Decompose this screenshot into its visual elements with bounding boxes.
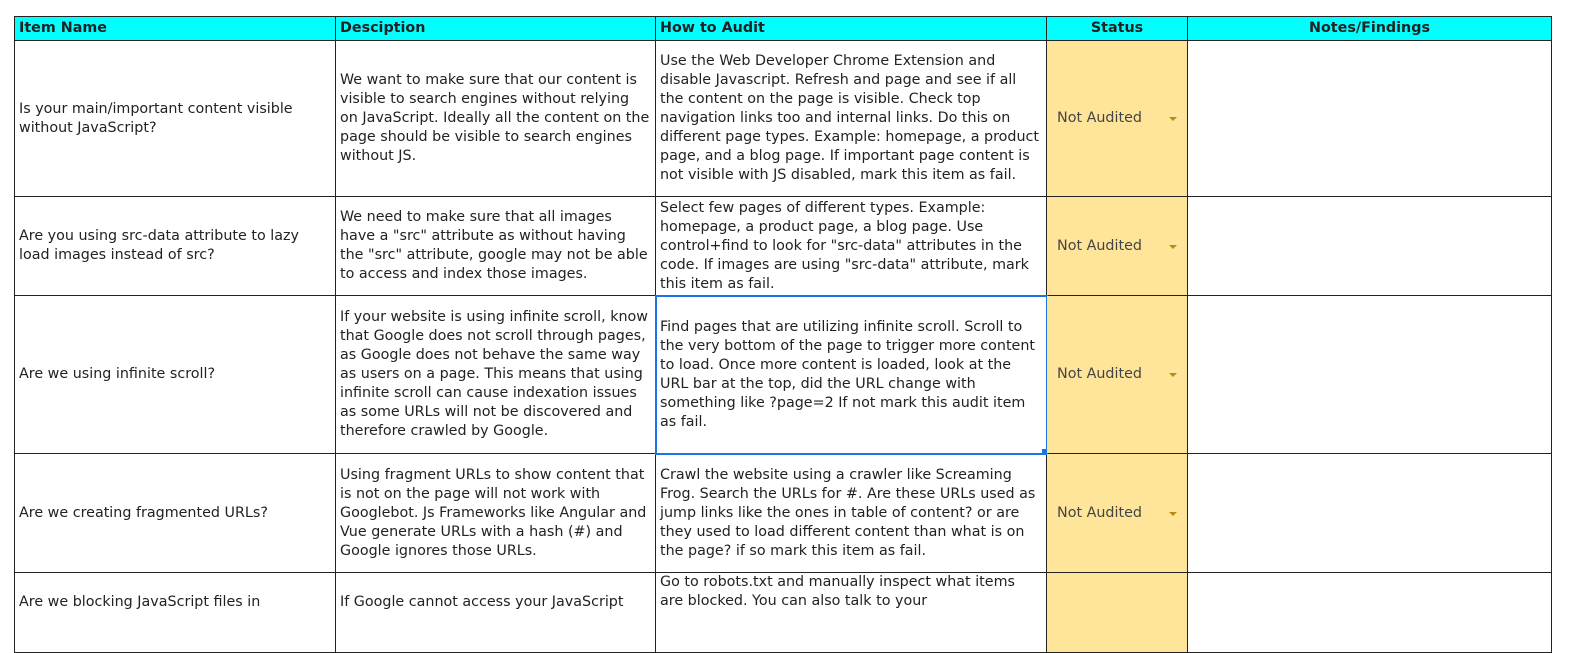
status-value: Not Audited	[1057, 504, 1142, 521]
header-how-to-audit[interactable]: How to Audit	[656, 17, 1047, 41]
how-to-audit-text: Find pages that are utilizing infinite scroll. Scroll to the very bottom of the page to trigger more content to load. Once more content is loaded, look at the URL bar at the top, did the URL change with something like ?page=2 If not mark this audit item as fail.	[660, 318, 1036, 430]
description-cell[interactable]: If your website is using infinite scroll, know that Google does not scroll through pages, as Google does not behave the same way as users on a page. This means that using infinite scroll can cause indexation issues as some URLs will not be discovered and therefore crawled by Google.	[336, 296, 656, 454]
description-cell[interactable]: Using fragment URLs to show content that is not on the page will not work with Googlebot. Js Frameworks like Angular and Vue generate URLs with a hash (#) and Google ignores those URLs.	[336, 454, 656, 573]
table-row	[15, 41, 1552, 197]
chevron-down-icon[interactable]	[1169, 512, 1177, 516]
status-dropdown[interactable]	[1047, 41, 1188, 197]
table-row	[15, 573, 1552, 653]
chevron-down-icon[interactable]	[1169, 373, 1177, 377]
how-to-audit-cell[interactable]: Use the Web Developer Chrome Extension and disable Javascript. Refresh and page and see if all the content on the page is visible. Check top navigation links too and internal links. Do this on different page types. Example: homepage, a product page, and a blog page. If important page content is not visible with JS disabled, mark this item as fail.	[656, 41, 1047, 197]
description-cell[interactable]: We want to make sure that our content is visible to search engines without relying on JavaScript. Ideally all the content on the page should be visible to search engines without JS.	[336, 41, 656, 197]
item-name-cell[interactable]: Are we using infinite scroll?	[15, 296, 336, 454]
description-cell[interactable]: If Google cannot access your JavaScript	[336, 573, 656, 653]
header-item-name[interactable]: Item Name	[15, 17, 336, 41]
notes-cell[interactable]	[1188, 454, 1552, 573]
table-row	[15, 454, 1552, 573]
header-row	[15, 17, 1552, 41]
header-notes[interactable]: Notes/Findings	[1188, 17, 1552, 41]
status-dropdown[interactable]	[1047, 296, 1188, 454]
chevron-down-icon[interactable]	[1169, 245, 1177, 249]
status-value: Not Audited	[1057, 237, 1142, 254]
status-value: Not Audited	[1057, 110, 1142, 126]
audit-spreadsheet	[14, 16, 1552, 653]
item-name-cell[interactable]: Are we blocking JavaScript files in	[15, 573, 336, 653]
how-to-audit-cell[interactable]: Select few pages of different types. Example: homepage, a product page, a blog page. Use control+find to look for "src-data" attributes in the code. If images are using "src-data" attribute, mark this item as fail.	[656, 197, 1047, 296]
notes-cell[interactable]	[1188, 573, 1552, 653]
notes-cell[interactable]	[1188, 197, 1552, 296]
table-row	[15, 296, 1552, 454]
status-dropdown[interactable]	[1047, 454, 1188, 573]
notes-cell[interactable]	[1188, 41, 1552, 197]
header-status[interactable]: Status	[1047, 17, 1188, 41]
status-dropdown[interactable]	[1047, 197, 1188, 296]
status-value: Not Audited	[1057, 366, 1142, 382]
item-name-cell[interactable]: Are you using src-data attribute to lazy load images instead of src?	[15, 197, 336, 296]
item-name-cell[interactable]: Are we creating fragmented URLs?	[15, 454, 336, 573]
notes-cell[interactable]	[1188, 296, 1552, 454]
how-to-audit-cell[interactable]: Crawl the website using a crawler like Screaming Frog. Search the URLs for #. Are these URLs used as jump links like the ones in table of content? or are they used to load different content than what is on the page? if so mark this item as fail.	[656, 454, 1047, 573]
description-cell[interactable]: We need to make sure that all images have a "src" attribute as without having the "src" attribute, google may not be able to access and index those images.	[336, 197, 656, 296]
chevron-down-icon[interactable]	[1169, 117, 1177, 121]
header-description[interactable]: Desciption	[336, 17, 656, 41]
item-name-cell[interactable]: Is your main/important content visible without JavaScript?	[15, 41, 336, 197]
status-dropdown[interactable]	[1047, 573, 1188, 653]
table-row	[15, 197, 1552, 296]
how-to-audit-cell-selected[interactable]	[656, 296, 1047, 454]
how-to-audit-cell[interactable]: Go to robots.txt and manually inspect what items are blocked. You can also talk to your	[656, 573, 1047, 653]
